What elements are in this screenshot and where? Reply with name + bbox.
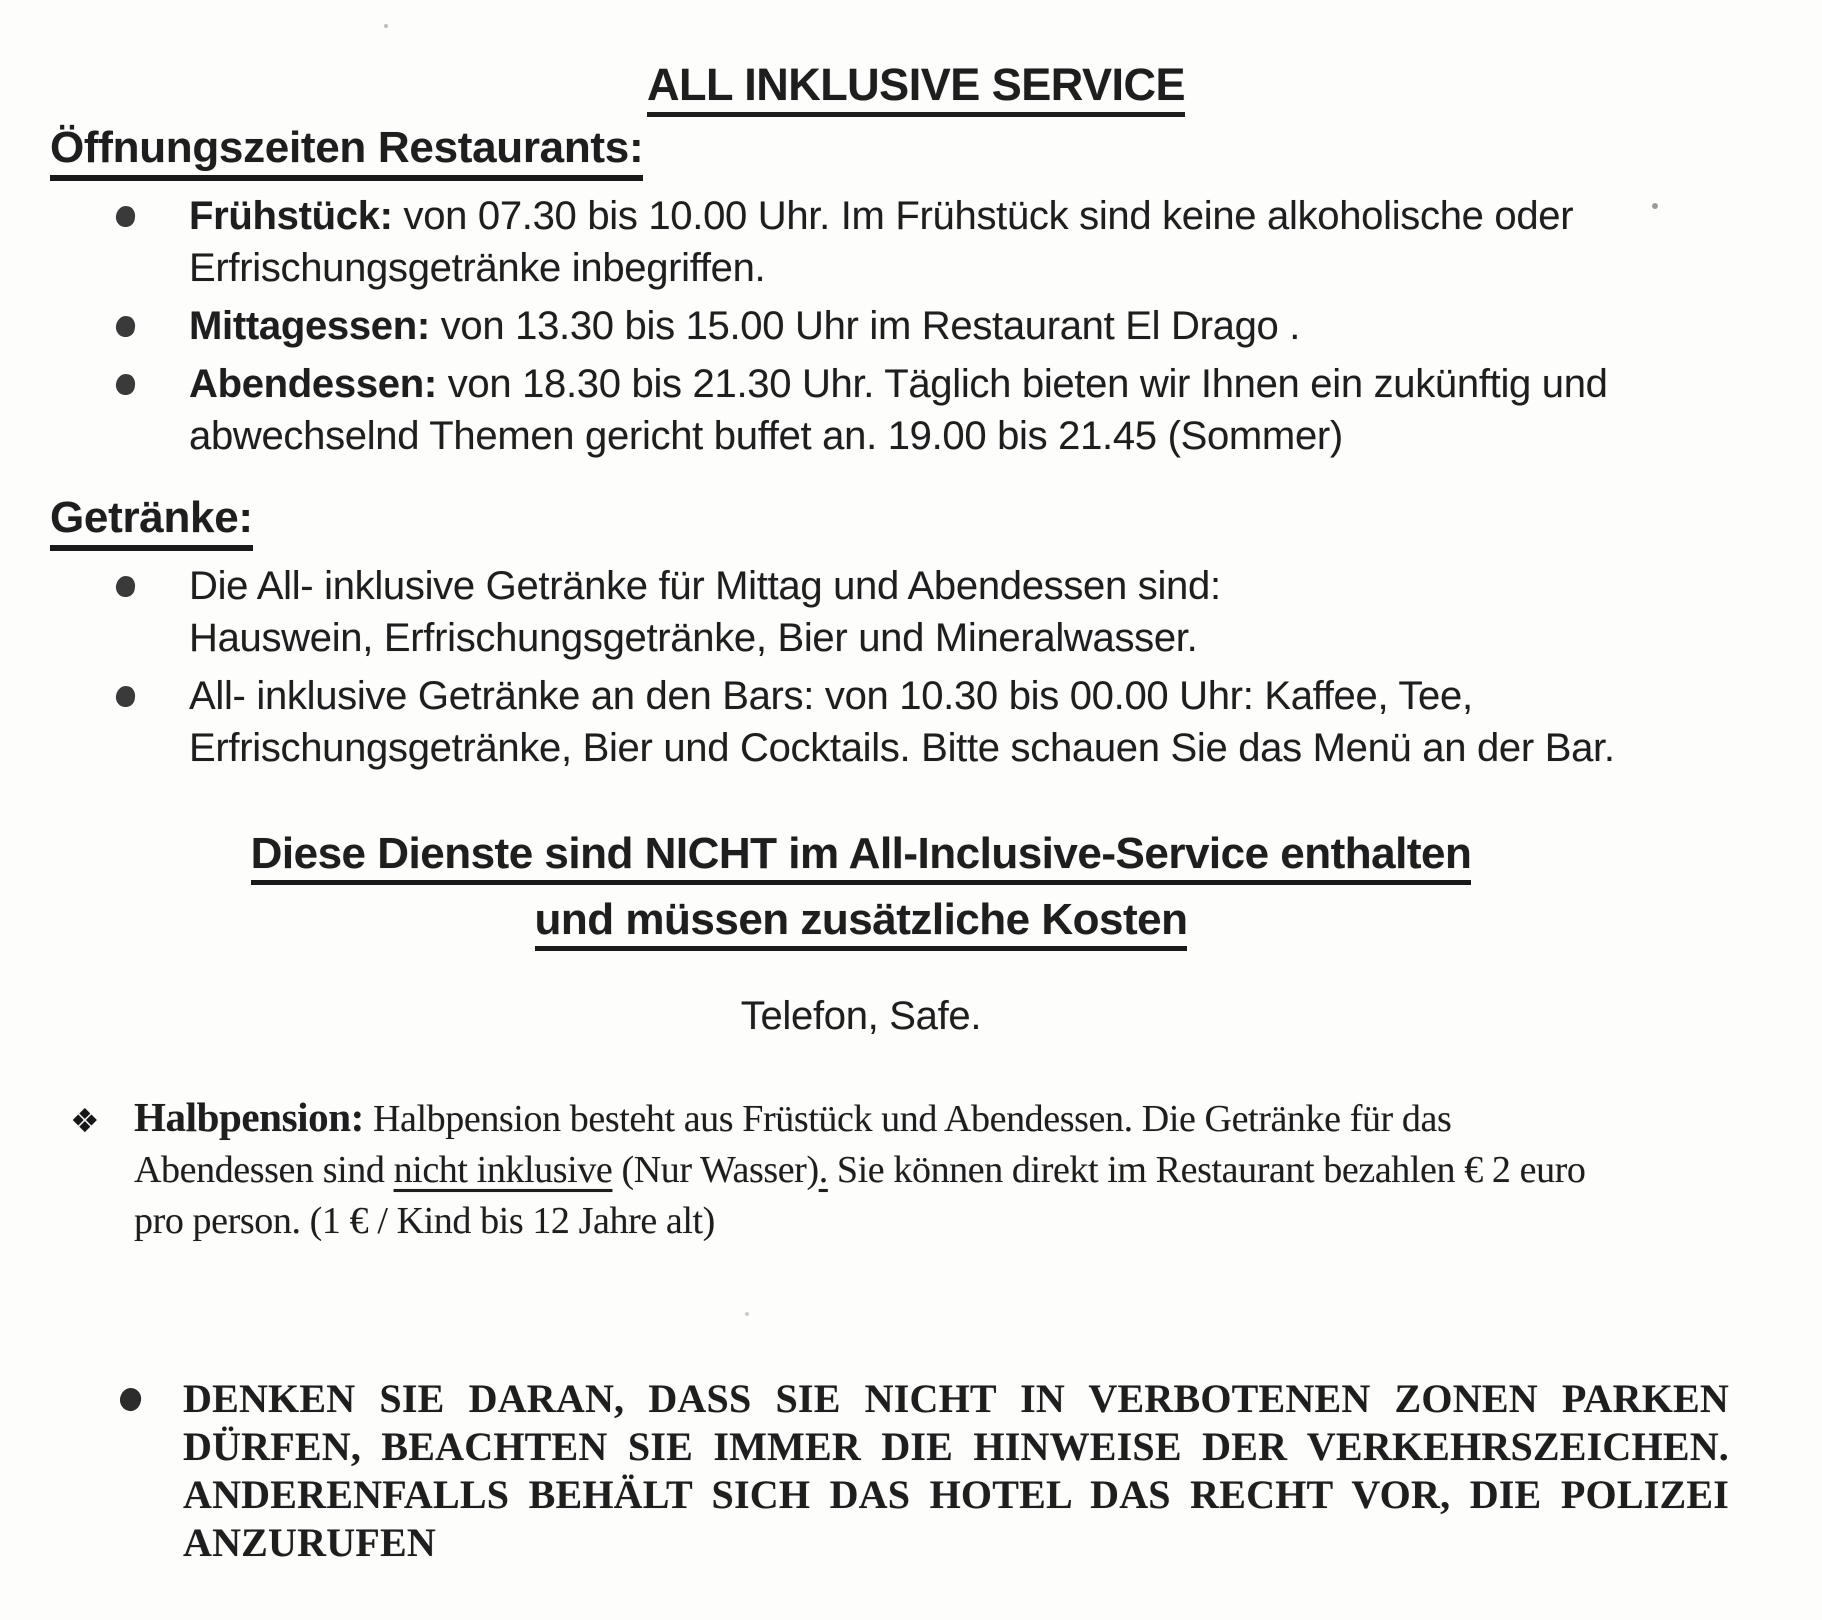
list-item-bar-drinks (50, 670, 1782, 774)
document-title (50, 58, 1782, 112)
parking-line: DÜRFEN, BEACHTEN SIE IMMER DIE HINWEISE DER VERKEHRSZEICHEN. (183, 1424, 1729, 1469)
bullet-dot-icon (115, 373, 137, 396)
list-item-text (189, 190, 1573, 294)
halfboard-section (50, 1092, 1782, 1247)
parking-line: DENKEN SIE DARAN, DASS SIE NICHT IN VERBOTENEN ZONEN PARKEN (183, 1376, 1729, 1421)
bullet-rest: von 13.30 bis 15.00 Uhr im Restaurant El Drago . (429, 304, 1301, 348)
halfboard-text (134, 1092, 1586, 1247)
halfboard-line2: Abendessen sind nicht inklusive (Nur Wasser). Sie können direkt im Restaurant bezahlen € 2 euro (134, 1149, 1586, 1191)
bullet-lead: Frühstück: (189, 194, 393, 238)
not-included-items: Telefon, Safe. (740, 994, 982, 1038)
bullet-line (189, 358, 1608, 410)
list-item-meal-drinks (50, 560, 1782, 664)
parking-text (183, 1375, 1729, 1567)
scan-speck (745, 1312, 749, 1316)
list-item-text (189, 670, 1615, 774)
halfboard-line3: pro person. (1 € / Kind bis 12 Jahre alt) (134, 1200, 715, 1242)
underlined-period: . (818, 1149, 828, 1191)
heading-not-included-line1: Diese Dienste sind NICHT im All-Inclusive-Service enthalten (50, 824, 1672, 884)
bullet-dot-icon (115, 315, 137, 338)
heading-not-included (50, 824, 1782, 950)
bullet-dot-icon (115, 575, 137, 598)
section-heading-drinks: Getränke: (50, 492, 1782, 544)
halfboard-lead: Halbpension: (134, 1094, 364, 1140)
four-diamond-bullet-icon: ❖ (70, 1101, 100, 1140)
bullet-lead: Abendessen: (189, 362, 437, 406)
bullet-list-opening-hours (50, 190, 1782, 462)
bullet-line: Hauswein, Erfrischungsgetränke, Bier und Mineralwasser. (189, 616, 1198, 660)
bullet-line: abwechselnd Themen gericht buffet an. 19.00 bis 21.45 (Sommer) (189, 414, 1343, 458)
bullet-lead: Mittagessen: (189, 304, 430, 348)
bullet-rest: von 18.30 bis 21.30 Uhr. Täglich bieten wir Ihnen ein zukünftig und (436, 362, 1608, 406)
list-item-lunch (50, 300, 1782, 352)
document-title-text: ALL INKLUSIVE SERVICE (647, 59, 1185, 117)
underlined-phrase: nicht inklusive (393, 1149, 613, 1191)
parking-line: ANZURUFEN (183, 1520, 436, 1565)
bullet-line: Die All- inklusive Getränke für Mittag und Abendessen sind: (189, 564, 1221, 608)
bullet-dot-icon (115, 685, 137, 708)
parking-line: ANDERENFALLS BEHÄLT SICH DAS HOTEL DAS RECHT VOR, DIE POLIZEI (183, 1472, 1729, 1517)
bullet-line: Erfrischungsgetränke inbegriffen. (189, 246, 766, 290)
bullet-line: All- inklusive Getränke an den Bars: von 10.30 bis 00.00 Uhr: Kaffee, Tee, (189, 674, 1473, 718)
bullet-dot-icon (118, 1386, 143, 1412)
halfboard-line1: Halbpension: Halbpension besteht aus Früstück und Abendessen. Die Getränke für das (134, 1094, 1452, 1140)
heading-not-included-line2: und müssen zusätzliche Kosten (50, 890, 1672, 950)
scan-speck (1652, 203, 1658, 209)
bullet-dot-icon (115, 205, 137, 228)
bullet-line (189, 190, 1573, 242)
parking-notice (50, 1375, 1782, 1567)
bullet-line: Erfrischungsgetränke, Bier und Cocktails. Bitte schauen Sie das Menü an der Bar. (189, 726, 1615, 770)
bullet-rest: von 07.30 bis 10.00 Uhr. Im Frühstück sind keine alkoholische oder (392, 194, 1574, 238)
section-heading-opening-hours: Öffnungszeiten Restaurants: (50, 122, 1782, 174)
bullet-line (189, 300, 1300, 352)
bullet-list-drinks (50, 560, 1782, 774)
list-item-text (189, 560, 1221, 664)
list-item-text (189, 358, 1608, 462)
list-item-dinner (50, 358, 1782, 462)
list-item-text (189, 300, 1300, 352)
scan-speck (384, 24, 388, 28)
list-item-breakfast (50, 190, 1782, 294)
